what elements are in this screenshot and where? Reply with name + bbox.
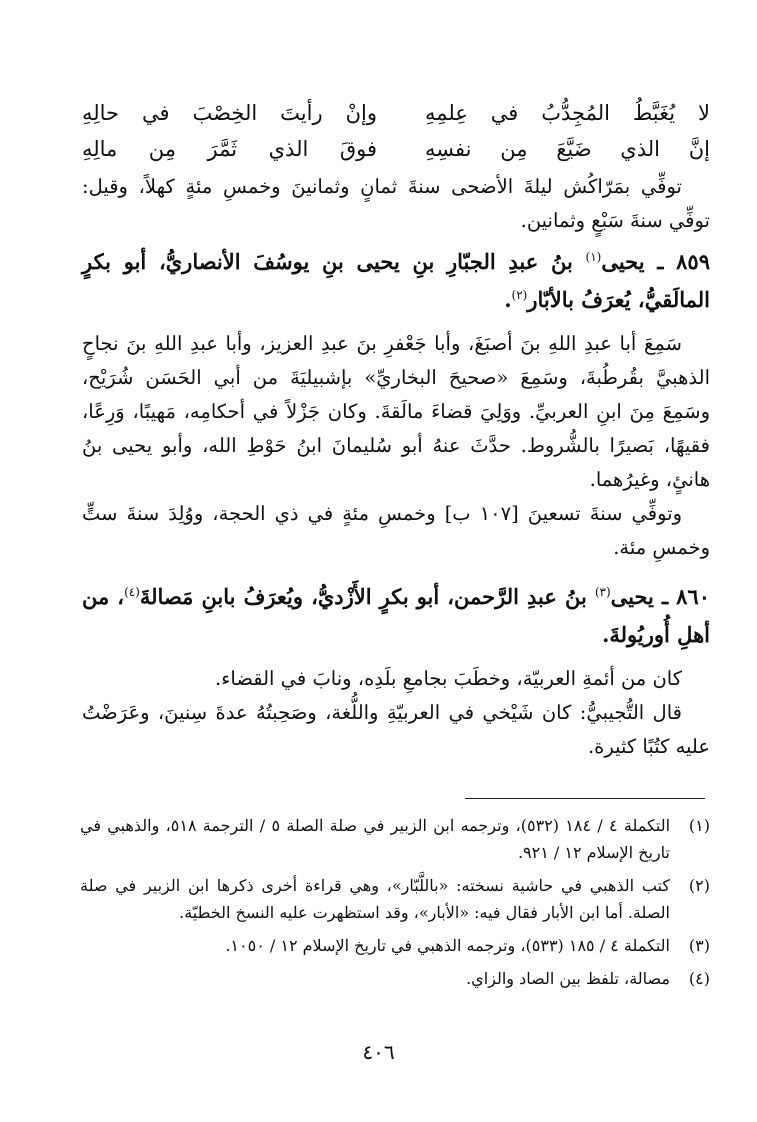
death-note-paragraph: توفِّي بمَرّاكُش ليلةَ الأضحى سنةَ ثمانٍ وثمانينَ وخمسِ مئةٍ كهلاً، وقيل: توفِّي سنةَ سَبْعٍ وثمانين. xyxy=(82,175,710,232)
footnote-3 xyxy=(80,932,710,959)
footnote-ref-3: (٣) xyxy=(594,585,611,599)
footnotes xyxy=(80,812,710,998)
footnote-2-number: (٢) xyxy=(688,876,710,895)
entry-860-heading-end: ، من أهلِ أُوريُولةَ. xyxy=(82,584,710,647)
entry-859-paragraph-2: وتوفِّي سنةَ تسعينَ [١٠٧ ب] وخمسِ مئةٍ في ذي الحجة، ووُلِدَ سنةَ ستٍّ وخمسِ مئة. xyxy=(82,502,710,559)
verse-2-first-hemistich: إنَّ الذي ضَيَّعَ مِن نفسِهِ xyxy=(425,137,710,161)
footnote-4 xyxy=(80,965,710,992)
entry-860-paragraph-1: كان من أئمةِ العربيّة، وخطَبَ بجامعِ بلَدِه، ونابَ في القضاء. xyxy=(215,667,682,690)
entry-859-name-start: ـ يحيى xyxy=(601,249,664,274)
verse-2-second-hemistich: فوقَ الذي ثَمَّرَ مِن مالِهِ xyxy=(82,137,377,161)
entry-859 xyxy=(82,243,710,565)
footnote-1 xyxy=(80,812,710,866)
footnote-separator xyxy=(465,798,705,799)
entry-859-heading-end: . xyxy=(504,287,512,312)
entry-860-number: ٨٦٠ xyxy=(676,584,710,609)
entry-859-paragraph-1: سَمِعَ أبا عبدِ اللهِ بنَ أصبَغَ، وأبا جَعْفرِ بنَ عبدِ العزيز، وأبا عبدِ اللهِ بنَ نجاحٍ الذهبيَّ بقُرطُبةَ، وسَمِعَ «صحيحَ البخاريِّ» بإشبيليَةَ من أبي الحَسَن شُرَيْح، وسَمِعَ مِنَ ابنِ العربيِّ. ووَلِيَ قضاءَ مالَقةَ. وكان جَزْلاً في أحكامِه، مَهيبًا، وَرِعًا، فقيهًا، بَصيرًا بالشُّروط. حدَّثَ عنهُ أبو سُليمانَ ابنُ حَوْطِ الله، وأبو يحيى بنُ هانئٍ، وغيرُهما. xyxy=(82,332,710,491)
entry-860-name-rest: بنُ عبدِ الرَّحمن، أبو بكرٍ الأَزْديُّ، ويُعرَفُ بابنِ مَصالةَ xyxy=(139,584,595,609)
verse-1-first-hemistich: لا يُغَبَّطُ المُجِدُّبُ في عِلمِهِ xyxy=(425,101,710,125)
footnote-2 xyxy=(80,872,710,926)
footnote-1-number: (١) xyxy=(688,816,710,835)
entry-859-heading xyxy=(82,243,710,319)
footnote-3-text: التكملة ٤ / ١٨٥ (٥٣٣)، وترجمه الذهبي في تاريخ الإسلام ١٢ / ١٠٥٠. xyxy=(225,936,670,955)
entry-859-number: ٨٥٩ xyxy=(676,249,710,274)
footnote-ref-2: (٢) xyxy=(511,288,528,302)
footnote-2-text: كتب الذهبي في حاشية نسخته: «باللَّبّار»، وهي قراءة أخرى ذكرها ابن الزبير في صلة الصلة. أما ابن الأبار فقال فيه: «الأبار»، وقد استظهرت عليه النسخ الخطيّة. xyxy=(80,876,671,922)
entry-860 xyxy=(82,578,710,764)
footnote-4-text: مصالة، تلفظ بين الصاد والزاي. xyxy=(466,969,670,988)
verse-1-second-hemistich: وإنْ رأيتَ الخِصْبَ في حالِهِ xyxy=(82,101,377,125)
entry-860-heading xyxy=(82,578,710,654)
death-note-block xyxy=(82,170,710,238)
verse-line-1 xyxy=(82,96,710,130)
footnote-1-text: التكملة ٤ / ١٨٤ (٥٣٢)، وترجمه ابن الزبير في صلة الصلة ٥ / الترجمة ٥١٨، والذهبي في تاريخ الإسلام ١٢ / ٩٢١. xyxy=(80,816,671,862)
verse-line-2 xyxy=(82,132,710,166)
footnote-4-number: (٤) xyxy=(688,969,710,988)
footnote-ref-1: (١) xyxy=(585,250,602,264)
footnote-ref-4: (٤) xyxy=(124,585,140,599)
page-number: ٤٠٦ xyxy=(362,1040,395,1064)
entry-860-paragraph-2: قال التُّجيبيُّ: كان شَيْخي في العربيّةِ واللُّغة، وصَحِبتُهُ عدةَ سِنينَ، وعَرَضْتُ عليه كتُبًا كثيرة. xyxy=(82,701,710,758)
footnote-3-number: (٣) xyxy=(688,936,710,955)
entry-860-name-start: ـ يحيى xyxy=(610,584,669,609)
entry-859-name-rest: بنُ عبدِ الجبّارِ بنِ يحيى بنِ يوسُفَ الأنصاريُّ، أبو بكرٍ المالَقيُّ، يُعرَفُ بالأبّار xyxy=(82,249,710,312)
